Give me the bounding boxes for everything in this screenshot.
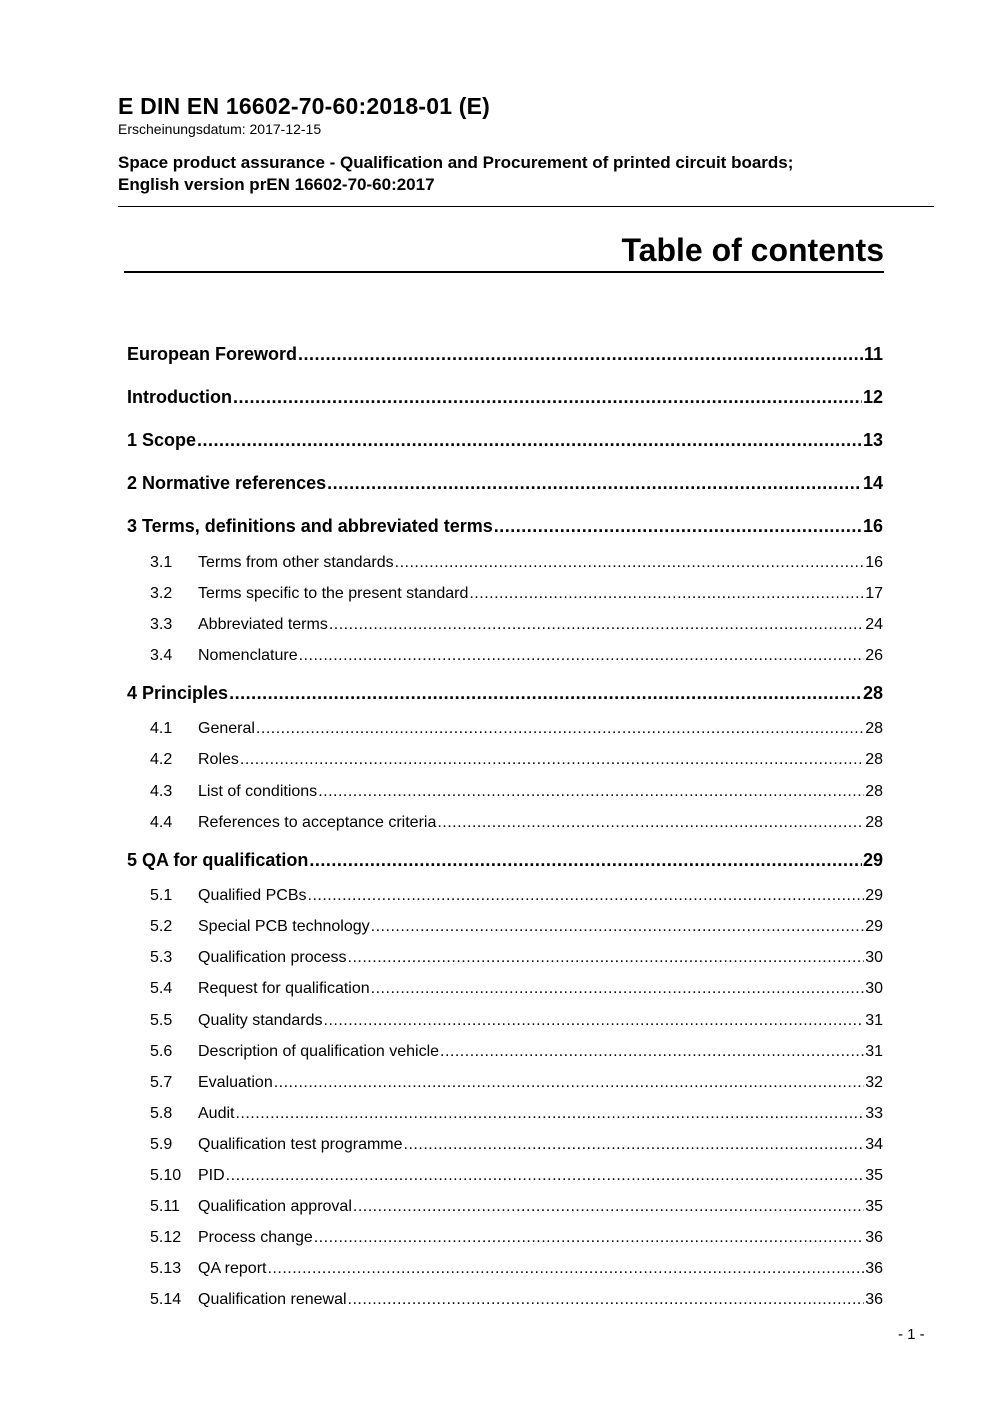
toc-entry-page: 36: [865, 1291, 883, 1309]
toc-dot-leader: [348, 948, 865, 968]
toc-subsection-entry[interactable]: [127, 1166, 883, 1186]
toc-entry-title: Abbreviated terms: [198, 615, 328, 633]
toc-entry-number: 5.8: [150, 1104, 173, 1122]
toc-subsection-entry[interactable]: [127, 979, 883, 999]
toc-entry-number: 5.6: [150, 1042, 173, 1060]
toc-dot-leader: [197, 428, 862, 452]
toc-dot-leader: [395, 553, 865, 573]
toc-subsection-entry[interactable]: [127, 553, 883, 573]
toc-subsection-entry[interactable]: [127, 1073, 883, 1093]
toc-dot-leader: [235, 1104, 864, 1124]
toc-entry-title: Description of qualification vehicle: [198, 1042, 440, 1060]
toc-entry-number: 5: [127, 849, 138, 870]
toc-entry-title: Qualification test programme: [198, 1135, 403, 1153]
toc-entry-title: QA report: [198, 1260, 267, 1278]
toc-subsection-entry[interactable]: [127, 646, 883, 666]
page-number: - 1 -: [898, 1326, 925, 1343]
toc-entry-title: Evaluation: [198, 1073, 273, 1091]
toc-entry-title: Process change: [198, 1229, 313, 1247]
toc-subsection-entry[interactable]: [127, 917, 883, 937]
toc-entry-page: 34: [865, 1135, 883, 1153]
toc-entry-title: Nomenclature: [198, 646, 298, 664]
toc-entry-page: 36: [865, 1229, 883, 1247]
toc-subsection-entry[interactable]: [127, 750, 883, 770]
toc-dot-leader: [469, 584, 864, 604]
toc-subsection-entry[interactable]: [127, 1011, 883, 1031]
toc-entry-page: 31: [865, 1011, 883, 1029]
toc-entry-page: 31: [865, 1042, 883, 1060]
toc-entry-page: 35: [865, 1198, 883, 1216]
document-header: [118, 92, 934, 196]
subject-line-2: English version prEN 16602-70-60:2017: [118, 175, 435, 194]
toc-section-entry[interactable]: [127, 681, 883, 705]
toc-dot-leader: [324, 1011, 865, 1031]
toc-dot-leader: [299, 646, 865, 666]
toc-entry-page: 29: [865, 887, 883, 905]
toc-entry-title: General: [198, 720, 255, 738]
toc-entry-page: 30: [865, 980, 883, 998]
toc-entry-number: 5.7: [150, 1073, 173, 1091]
toc-heading: Table of contents: [621, 232, 884, 268]
toc-dot-leader: [267, 1259, 864, 1279]
toc-entry-number: 3.3: [150, 615, 173, 633]
toc-entry-number: 5.4: [150, 980, 173, 998]
toc-entry-number: 4.2: [150, 751, 173, 769]
toc-section-entry[interactable]: [127, 342, 883, 366]
toc-entry-page: 17: [865, 584, 883, 602]
toc-entry-number: 5.13: [150, 1260, 182, 1278]
toc-dot-leader: [229, 681, 862, 705]
subject-line-1: Space product assurance - Qualification and Procurement of printed circuit boards;: [118, 153, 794, 172]
toc-dot-leader: [298, 342, 863, 366]
toc-entry-number: 4.3: [150, 782, 173, 800]
toc-dot-leader: [371, 979, 865, 999]
toc-entry-number: 4: [127, 682, 138, 703]
toc-subsection-entry[interactable]: [127, 1290, 883, 1310]
toc-entry-number: 5.11: [150, 1198, 180, 1216]
toc-dot-leader: [274, 1073, 864, 1093]
toc-entry-title: Introduction: [127, 387, 232, 407]
toc-entry-title: Qualification renewal: [198, 1291, 347, 1309]
toc-entry-page: 28: [865, 720, 883, 738]
toc-dot-leader: [314, 1228, 864, 1248]
toc-entry-page: 30: [865, 949, 883, 967]
toc-entry-number: 5.9: [150, 1135, 173, 1153]
header-divider: [118, 206, 934, 207]
toc-heading-underline: [124, 271, 884, 273]
toc-entry-number: 5.14: [150, 1291, 182, 1309]
toc-entry-page: 16: [862, 516, 883, 536]
toc-entry-title: Terms from other standards: [198, 553, 394, 571]
toc-entry-page: 36: [865, 1260, 883, 1278]
document-subject: [118, 152, 934, 196]
toc-entry-title: List of conditions: [198, 782, 318, 800]
toc-entry-number: 3.4: [150, 646, 173, 664]
toc-entry-page: 28: [865, 813, 883, 831]
toc-subsection-entry[interactable]: [127, 584, 883, 604]
toc-entry-number: 5.1: [150, 887, 173, 905]
toc-entry-title: Principles: [142, 682, 229, 703]
toc-entry-title: Scope: [142, 430, 197, 450]
toc-entry-number: 5.3: [150, 949, 173, 967]
publication-date: Erscheinungsdatum: 2017-12-15: [118, 121, 322, 137]
toc-entry-title: References to acceptance criteria: [198, 813, 437, 831]
toc-entry-number: 5.2: [150, 918, 173, 936]
toc-entry-page: 12: [862, 387, 883, 407]
toc-dot-leader: [309, 848, 862, 872]
toc-entry-page: 35: [865, 1167, 883, 1184]
toc-subsection-entry[interactable]: [127, 948, 883, 968]
toc-dot-leader: [308, 886, 865, 906]
toc-section-entry[interactable]: [127, 514, 883, 538]
toc-entry-title: Special PCB technology: [198, 918, 370, 936]
toc-subsection-entry[interactable]: [127, 1042, 883, 1062]
toc-entry-title: Request for qualification: [198, 980, 370, 998]
toc-dot-leader: [353, 1197, 864, 1217]
toc-dot-leader: [437, 813, 864, 833]
toc-dot-leader: [318, 782, 864, 802]
toc-dot-leader: [348, 1290, 865, 1310]
toc-entry-number: 3.1: [150, 553, 173, 571]
toc-subsection-entry[interactable]: [127, 813, 883, 833]
toc-subsection-entry[interactable]: [127, 1135, 883, 1155]
toc-dot-leader: [327, 471, 862, 495]
toc-subsection-entry[interactable]: [127, 886, 883, 906]
toc-entry-title: Audit: [198, 1104, 235, 1122]
toc-entry-title: European Foreword: [127, 344, 298, 364]
toc-section-entry[interactable]: [127, 471, 883, 495]
toc-entry-page: 33: [865, 1104, 883, 1122]
toc-entry-title: Terms specific to the present standard: [198, 584, 469, 602]
toc-entry-number: 5.5: [150, 1011, 173, 1029]
toc-entry-number: 4.1: [150, 720, 173, 738]
toc-dot-leader: [226, 1166, 865, 1186]
toc-entry-page: 29: [862, 849, 883, 870]
toc-entry-page: 29: [865, 918, 883, 936]
toc-entry-page: 14: [862, 473, 883, 493]
toc-entry-page: 13: [862, 430, 883, 450]
toc-entry-number: 5.10: [150, 1167, 182, 1184]
toc-entry-page: 28: [862, 682, 883, 703]
toc-dot-leader: [256, 719, 864, 739]
toc-subsection-entry[interactable]: [127, 1104, 883, 1124]
toc-entry-number: 3.2: [150, 584, 173, 602]
toc-entry-title: Qualification approval: [198, 1198, 352, 1216]
toc-subsection-entry[interactable]: [127, 1228, 883, 1248]
toc-entry-page: 26: [865, 646, 883, 664]
toc-subsection-entry[interactable]: [127, 615, 883, 635]
toc-dot-leader: [371, 917, 865, 937]
toc-dot-leader: [233, 385, 862, 409]
toc-entry-page: 11: [863, 344, 883, 364]
toc-entry-page: 24: [865, 615, 883, 633]
toc-section-entry[interactable]: [127, 848, 883, 872]
toc-entry-title: Normative references: [142, 473, 327, 493]
document-id: E DIN EN 16602-70-60:2018-01 (E): [118, 93, 491, 119]
toc-entry-number: 2: [127, 473, 138, 493]
toc-entry-page: 28: [865, 782, 883, 800]
toc-entry-title: Qualification process: [198, 949, 347, 967]
toc-entry-title: Quality standards: [198, 1011, 323, 1029]
toc-subsection-entry[interactable]: [127, 719, 883, 739]
toc-subsection-entry[interactable]: [127, 1259, 883, 1279]
toc-entry-page: 32: [865, 1073, 883, 1091]
toc-entry-number: 1: [127, 430, 138, 450]
toc-section-entry[interactable]: [127, 385, 883, 409]
toc-dot-leader: [240, 750, 864, 770]
toc-dot-leader: [440, 1042, 864, 1062]
toc-dot-leader: [404, 1135, 865, 1155]
toc-entry-title: PID: [198, 1167, 225, 1184]
toc-entry-page: 28: [865, 751, 883, 769]
toc-entry-title: Qualified PCBs: [198, 887, 307, 905]
toc-section-entry[interactable]: [127, 428, 883, 452]
toc-entry-title: Terms, definitions and abbreviated terms: [142, 516, 493, 536]
toc-dot-leader: [329, 615, 864, 635]
toc-entry-number: 4.4: [150, 813, 173, 831]
toc-entry-number: 5.12: [150, 1229, 182, 1247]
toc-entry-number: 3: [127, 516, 138, 536]
toc-entry-title: Roles: [198, 751, 239, 769]
toc-entry-title: QA for qualification: [142, 849, 309, 870]
toc-entry-page: 16: [865, 553, 883, 571]
toc-subsection-entry[interactable]: [127, 782, 883, 802]
toc-subsection-entry[interactable]: [127, 1197, 883, 1217]
toc-dot-leader: [494, 514, 862, 538]
